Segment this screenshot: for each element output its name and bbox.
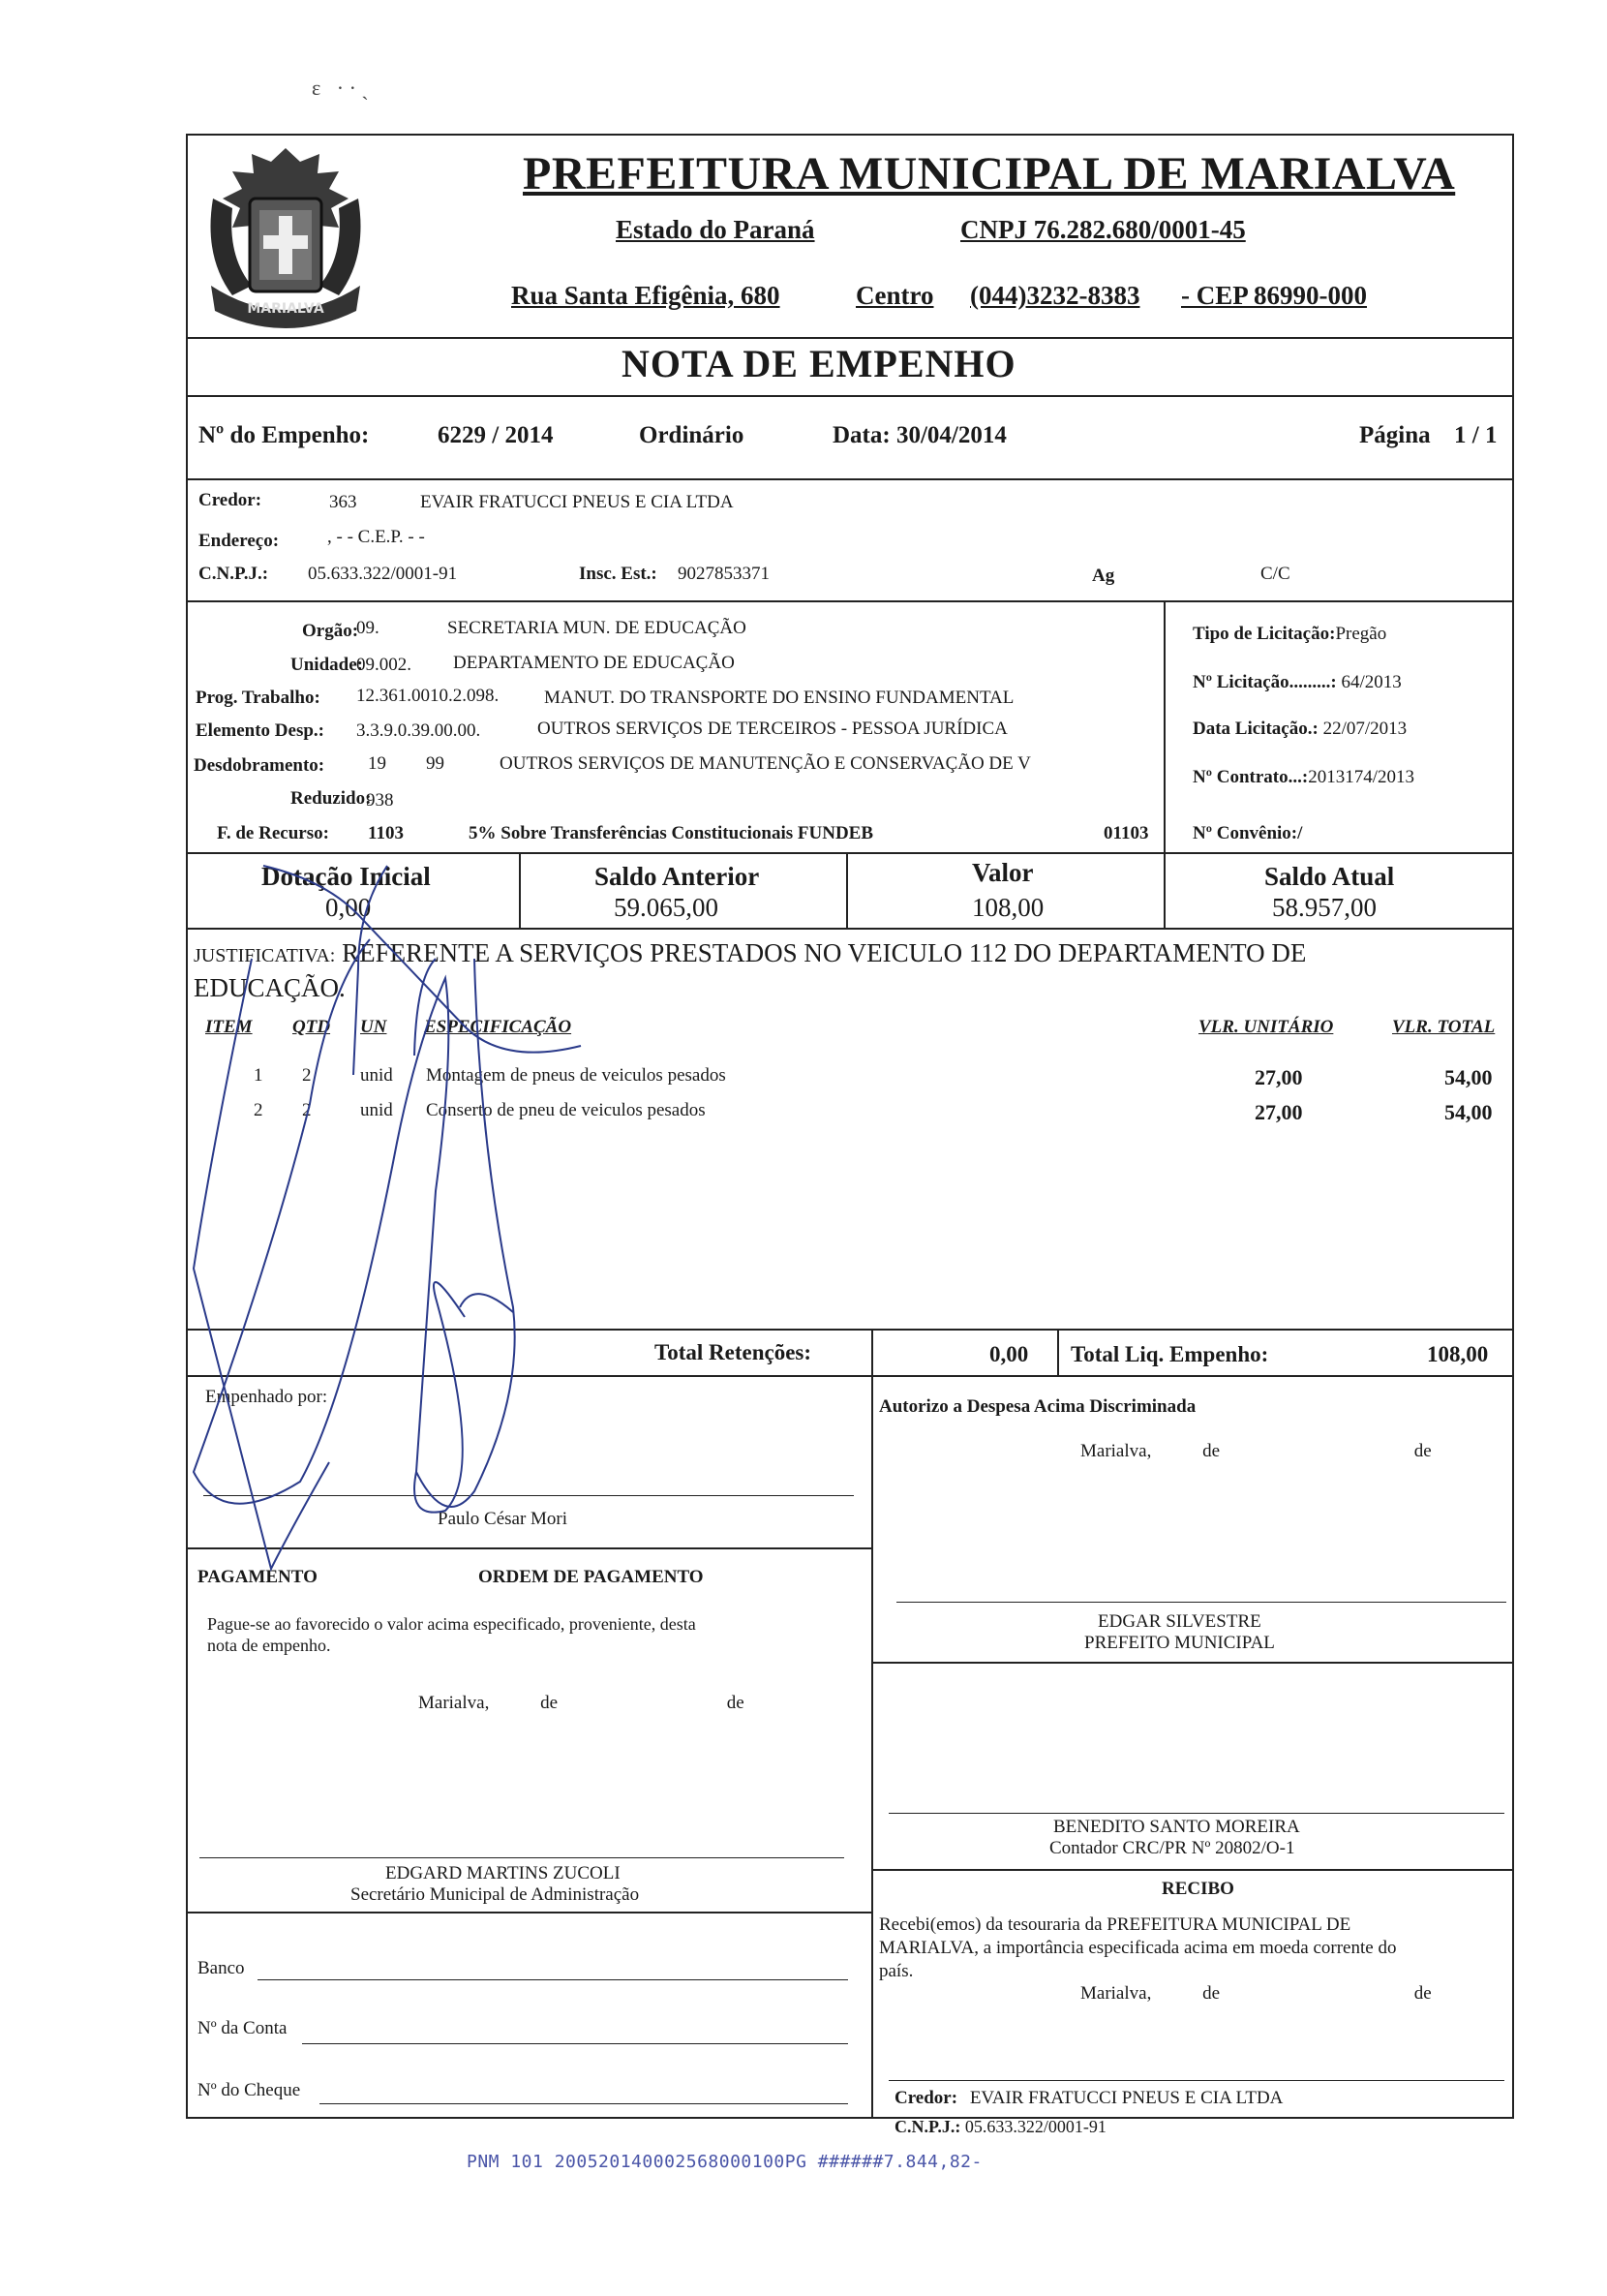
- reduzido-label: Reduzido:: [290, 788, 372, 809]
- liq-value: 108,00: [1427, 1342, 1489, 1366]
- valor-value: 108,00: [972, 893, 1045, 922]
- table-row: 2 2 unid Conserto de pneu de veiculos pesados 27,00 54,00: [254, 1100, 1493, 1124]
- divider: [186, 395, 1514, 397]
- handwritten-signature: [155, 852, 639, 1588]
- unidade-label: Unidade:: [290, 655, 363, 675]
- valor-label: Valor: [972, 858, 1034, 887]
- divider: [186, 478, 1514, 480]
- credor-label: Credor:: [198, 490, 262, 510]
- page-number: 1 / 1: [1454, 422, 1498, 448]
- recibo-cnpj: C.N.P.J.: 05.633.322/0001-91: [894, 2117, 1107, 2136]
- divider: [871, 1329, 873, 1377]
- divider: [186, 600, 1514, 602]
- secretario-name: EDGARD MARTINS ZUCOLI: [385, 1863, 621, 1883]
- recurso-code: 1103: [368, 823, 404, 843]
- data-licitacao: Data Licitação.: 22/07/2013: [1193, 719, 1408, 739]
- liq-label: Total Liq. Empenho:: [1071, 1342, 1269, 1366]
- pagamento-text: Pague-se ao favorecido o valor acima especificado, proveniente, desta nota de empenho.: [207, 1614, 696, 1655]
- unidade-name: DEPARTAMENTO DE EDUCAÇÃO: [453, 653, 735, 673]
- recibo-title: RECIBO: [1162, 1879, 1234, 1899]
- recurso-label: F. de Recurso:: [217, 823, 329, 843]
- prog-code: 12.361.0010.2.098.: [356, 686, 500, 706]
- reduzido-value: 938: [366, 790, 394, 811]
- signature-line: [199, 1857, 844, 1858]
- recibo-credor: Credor: EVAIR FRATUCCI PNEUS E CIA LTDA: [894, 2088, 1284, 2108]
- prog-name: MANUT. DO TRANSPORTE DO ENSINO FUNDAMENTAL: [544, 688, 1015, 708]
- endereco-value: , - - C.E.P. - -: [327, 527, 425, 547]
- insc-label: Insc. Est.:: [579, 564, 657, 584]
- justificativa-label: JUSTIFICATIVA:: [194, 945, 336, 966]
- conta-label: Nº da Conta: [197, 2018, 288, 2038]
- cheque-label: Nº do Cheque: [197, 2080, 301, 2100]
- autorizo-label: Autorizo a Despesa Acima Discriminada: [879, 1396, 1197, 1417]
- credor-code: 363: [329, 492, 357, 512]
- endereco-label: Endereço:: [198, 531, 280, 551]
- divider: [846, 852, 848, 928]
- signature-line: [889, 2080, 1504, 2081]
- prefeito-name: EDGAR SILVESTRE: [1098, 1611, 1261, 1632]
- divider: [1057, 1329, 1059, 1377]
- empenho-type: Ordinário: [639, 422, 744, 448]
- banco-label: Banco: [197, 1958, 245, 1978]
- desd-code1: 19: [368, 753, 386, 774]
- header-district: Centro: [856, 281, 934, 310]
- empenhado-label: Empenhado por:: [205, 1387, 328, 1407]
- page-title: PREFEITURA MUNICIPAL DE MARIALVA: [523, 148, 1456, 199]
- contador-role: Contador CRC/PR Nº 20802/O-1: [1049, 1838, 1295, 1858]
- elem-label: Elemento Desp.:: [196, 720, 324, 741]
- cheque-line[interactable]: [319, 2103, 848, 2104]
- col-un: UN: [360, 1017, 387, 1037]
- desd-code2: 99: [426, 753, 444, 774]
- divider: [186, 1912, 871, 1913]
- ordem-label: ORDEM DE PAGAMENTO: [478, 1567, 704, 1587]
- empenho-number-label: Nº do Empenho:: [198, 422, 370, 448]
- insc-value: 9027853371: [678, 564, 770, 584]
- divider: [871, 1662, 1514, 1664]
- desd-label: Desdobramento:: [194, 755, 325, 776]
- header-phone: (044)3232-8383: [970, 281, 1140, 310]
- elem-name: OUTROS SERVIÇOS DE TERCEIROS - PESSOA JURÍDICA: [537, 719, 1008, 739]
- stray-marks: ɛ · · ˎ: [312, 76, 369, 100]
- coat-text: MARIALVA: [247, 301, 324, 317]
- header-state: Estado do Paraná: [616, 215, 815, 244]
- cnpj-label: C.N.P.J.:: [198, 564, 269, 584]
- conta-line[interactable]: [302, 2043, 848, 2044]
- footer-code: PNM 101 200520140002568000100PG ######7.844,82-: [467, 2152, 983, 2172]
- desd-name: OUTROS SERVIÇOS DE MANUTENÇÃO E CONSERVAÇÃO DE V: [500, 753, 1031, 774]
- empenho-date: Data: 30/04/2014: [833, 422, 1007, 448]
- table-row: 1 2 unid Montagem de pneus de veiculos pesados 27,00 54,00: [254, 1065, 1493, 1089]
- justificativa-line1: REFERENTE A SERVIÇOS PRESTADOS NO VEICULO 112 DO DEPARTAMENTO DE: [342, 938, 1307, 967]
- recibo-date: Marialva, de de: [1080, 1983, 1432, 2004]
- tipo-licitacao-value: Pregão: [1335, 624, 1387, 644]
- secretario-role: Secretário Municipal de Administração: [350, 1884, 640, 1905]
- coat-of-arms-icon: [194, 140, 378, 334]
- divider: [186, 337, 1514, 339]
- col-qtd: QTD: [292, 1017, 331, 1037]
- col-item: ITEM: [205, 1017, 253, 1037]
- doc-title: NOTA DE EMPENHO: [622, 342, 1016, 385]
- autorizo-date: Marialva, de de: [1080, 1441, 1432, 1461]
- retencoes-value: 0,00: [989, 1342, 1029, 1366]
- prog-label: Prog. Trabalho:: [196, 688, 320, 708]
- num-convenio: Nº Convênio:/: [1193, 823, 1303, 843]
- cc-label: C/C: [1260, 564, 1290, 584]
- elem-code: 3.3.9.0.39.00.00.: [356, 720, 481, 741]
- col-unit: VLR. UNITÁRIO: [1198, 1017, 1334, 1037]
- page-label: Página: [1359, 422, 1431, 448]
- recurso-name: 5% Sobre Transferências Constitucionais FUNDEB: [469, 823, 874, 843]
- orgao-code: 09.: [356, 618, 379, 638]
- divider: [1164, 600, 1166, 854]
- recurso-extra: 01103: [1104, 823, 1149, 843]
- divider: [871, 1375, 873, 2119]
- contador-name: BENEDITO SANTO MOREIRA: [1053, 1817, 1300, 1837]
- empenhado-signer: Paulo César Mori: [438, 1509, 568, 1529]
- signature-line: [896, 1602, 1506, 1603]
- dotacao-value: 0,00: [325, 893, 372, 922]
- justificativa-line2: EDUCAÇÃO.: [194, 973, 346, 1002]
- atual-value: 58.957,00: [1272, 893, 1377, 922]
- banco-line[interactable]: [258, 1979, 848, 1980]
- recibo-text: Recebi(emos) da tesouraria da PREFEITURA MUNICIPAL DE MARIALVA, a importância especificada acima em moeda corrente do país.: [879, 1914, 1397, 1981]
- cnpj-value: 05.633.322/0001-91: [308, 564, 458, 584]
- num-licitacao: Nº Licitação.........: 64/2013: [1193, 672, 1402, 692]
- tipo-licitacao-label: Tipo de Licitação:Pregão: [1193, 624, 1387, 644]
- empenho-number: 6229 / 2014: [438, 422, 554, 448]
- header-cep: - CEP 86990-000: [1181, 281, 1367, 310]
- ag-label: Ag: [1092, 566, 1115, 586]
- dotacao-label: Dotação Inicial: [261, 862, 431, 891]
- prefeito-role: PREFEITO MUNICIPAL: [1084, 1633, 1275, 1653]
- atual-label: Saldo Atual: [1264, 862, 1395, 891]
- retencoes-label: Total Retenções:: [654, 1340, 812, 1364]
- num-contrato: Nº Contrato...:2013174/2013: [1193, 767, 1414, 787]
- anterior-label: Saldo Anterior: [594, 862, 760, 891]
- orgao-name: SECRETARIA MUN. DE EDUCAÇÃO: [447, 618, 746, 638]
- unidade-code: 09.002.: [356, 655, 411, 675]
- col-total: VLR. TOTAL: [1392, 1017, 1496, 1037]
- pagamento-label: PAGAMENTO: [197, 1567, 318, 1587]
- orgao-label: Orgão:: [302, 621, 359, 641]
- credor-name: EVAIR FRATUCCI PNEUS E CIA LTDA: [420, 492, 734, 512]
- divider: [871, 1869, 1514, 1871]
- anterior-value: 59.065,00: [614, 893, 718, 922]
- divider: [1164, 852, 1166, 928]
- pagamento-date: Marialva, de de: [418, 1693, 744, 1713]
- header-cnpj: CNPJ 76.282.680/0001-45: [960, 215, 1246, 244]
- signature-line: [889, 1813, 1504, 1814]
- col-spec: ESPECIFICAÇÃO: [424, 1017, 572, 1037]
- header-street: Rua Santa Efigênia, 680: [511, 281, 780, 310]
